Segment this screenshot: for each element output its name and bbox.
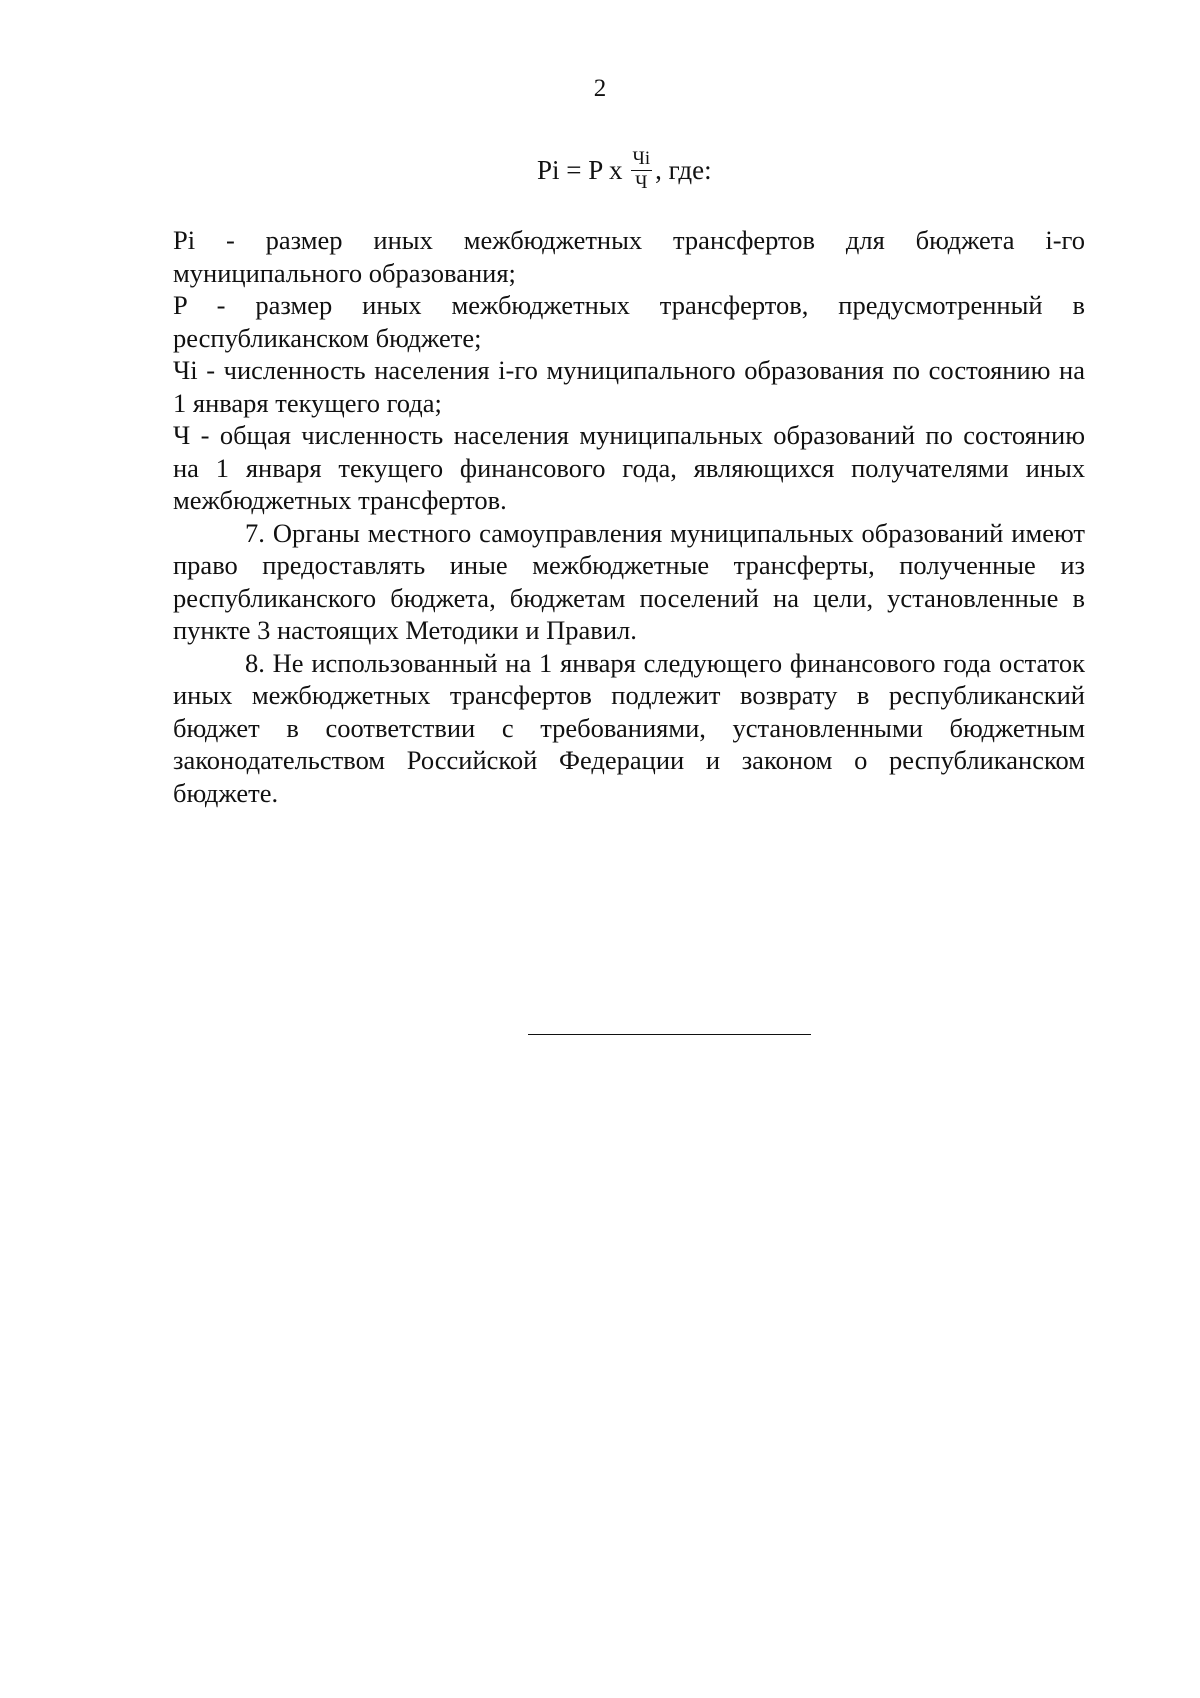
formula-fraction <box>631 148 653 193</box>
definition-chi: Чi - численность населения i-го муниципального образования по состоянию на 1 января текущего года; <box>173 355 1085 418</box>
document-body <box>173 224 1085 809</box>
page-number: 2 <box>593 75 607 102</box>
definition-pi: Pi - размер иных межбюджетных трансфертов для бюджета i-го муниципального образования; <box>173 225 1085 288</box>
clause-7: 7. Органы местного самоуправления муниципальных образований имеют право предоставлять иные межбюджетные трансферты, полученные из республиканского бюджета, бюджетам поселений на цели, установленные в пункте 3 настоящих Методики и Правил. <box>173 517 1085 645</box>
closing-separator-line <box>528 1034 811 1035</box>
formula-numerator: Чi <box>632 147 651 169</box>
formula-denominator: Ч <box>635 171 648 193</box>
clause-8: 8. Не использованный на 1 января следующего финансового года остаток иных межбюджетных трансфертов подлежит возврату в республиканский бюджет в соответствии с требованиями, установленными бюджетным законодательством Российской Федерации и законом о республиканском бюджете. <box>173 647 1085 808</box>
formula-suffix: , где: <box>655 154 712 185</box>
formula <box>537 140 712 200</box>
definition-ch: Ч - общая численность населения муниципальных образований по состоянию на 1 января текущего финансового года, являющихся получателями иных межбюджетных трансфертов. <box>173 420 1085 515</box>
formula-lhs: Pi = P x <box>537 154 623 185</box>
definition-p: P - размер иных межбюджетных трансфертов, предусмотренный в республиканском бюджете; <box>173 290 1085 353</box>
